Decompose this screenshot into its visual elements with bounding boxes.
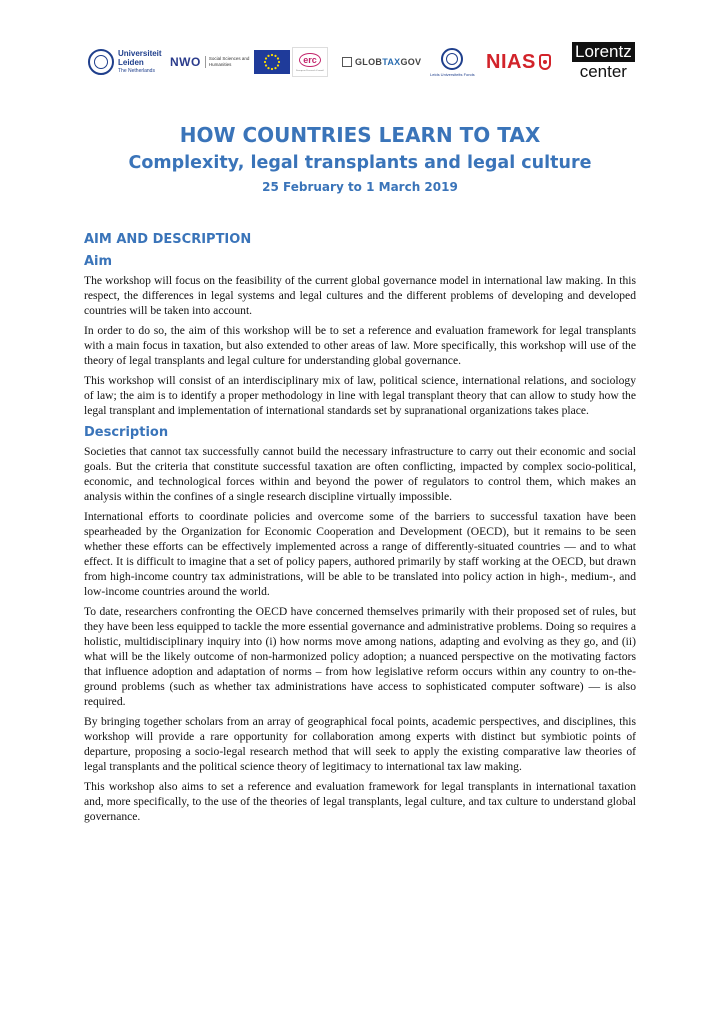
- description-paragraph-1: Societies that cannot tax successfully cannot build the necessary infrastructure to carry out their economic and social goals. But the criteria that constitute successful taxation are often conflicting, impacted by complex socio-political, economic, and technological forces within and beyond the power of regulators to control them, which makes an analysis within the confines of a single research discipline virtually impossible.: [84, 445, 636, 503]
- description-paragraph-5: This workshop also aims to set a reference and evaluation framework for legal transplants in international taxation and, more specifically, to the use of the theories of legal transplants, legal culture, and tax culture to understand global governance.: [84, 780, 636, 823]
- nias-logo: [486, 40, 551, 84]
- document-body: [84, 230, 636, 829]
- leiden-university-logo: [88, 40, 162, 84]
- eu-stars-icon: [254, 50, 290, 74]
- nwo-sub: Social Sciences and Humanities: [205, 56, 253, 68]
- page-subtitle: Complexity, legal transplants and legal culture: [128, 153, 592, 173]
- title-block: [0, 120, 720, 198]
- nwo-mark: NWO: [170, 55, 201, 69]
- nwo-logo: [170, 40, 253, 84]
- erc-logo: [292, 40, 328, 84]
- lorentz-top: Lorentz: [572, 42, 635, 62]
- erc-mark: erc: [299, 53, 321, 67]
- erc-sub: European Research Council: [296, 68, 324, 72]
- description-paragraph-2: International efforts to coordinate policies and overcome some of the barriers to successful taxation have been spearheaded by the Organization for Economic Cooperation and Development (OECD), but it remains to be seen whether these efforts can be effectively implemented across a range of differently-situated countries — and to what effect. It is difficult to imagine that a set of policy papers, authored primarily by staff working at the OECD, but drawn from high-income country tax administrations, will be able to be translated into policy action in high-, medium-, and low-income countries around the world.: [84, 510, 636, 598]
- leiden-line2: Leiden: [118, 57, 144, 67]
- aim-paragraph-1: The workshop will focus on the feasibility of the current global governance model in international law making. In this respect, the differences in legal systems and legal cultures and the different problems of developing and developed countries will be taken into account.: [84, 274, 636, 317]
- leiden-seal-icon: [88, 49, 114, 75]
- description-paragraph-3: To date, researchers confronting the OECD have concerned themselves primarily with their proposed set of rules, but they have been less equipped to tackle the more essential governance and administrative problems. Doing so requires a holistic, multidisciplinary inquiry into (i) how norms move among nations, adapting and evolving as they go, and (ii) what will be the likely outcome of non-harmonized policy adoption; a nuanced perspective on the motivating factors that influence adoption and adaptation of norms – from how legislative reform occurs within any country to on-the-ground problems (such as whether tax administrations have access to sophisticated computer software) — is also required.: [84, 605, 636, 708]
- section-heading: AIM AND DESCRIPTION: [84, 232, 252, 247]
- leiden-line1: Universiteit: [118, 48, 162, 58]
- luf-text: Leids Universiteits Fonds: [430, 71, 475, 77]
- nias-shield-icon: [539, 54, 551, 70]
- event-dates: 25 February to 1 March 2019: [262, 180, 458, 194]
- globtaxgov-icon: [342, 57, 352, 67]
- eu-flag-logo: [254, 40, 290, 84]
- aim-heading: Aim: [84, 254, 113, 269]
- eu-flag-icon: [254, 50, 290, 74]
- nias-text: NIAS: [486, 50, 536, 73]
- leiden-fund-logo: [430, 40, 475, 84]
- description-paragraph-4: By bringing together scholars from an array of geographical focal points, academic perspectives, and disciplines, this workshop will provide a rare opportunity for collaboration among experts with distinct but symbiotic points of departure, proposing a socio-legal research method that will seek to apply the existing comparative law theories of legal transplants and the political science theory of legitimacy to international tax law making.: [84, 715, 636, 773]
- logo-strip: [84, 40, 636, 84]
- lorentz-bottom: center: [579, 62, 627, 81]
- aim-paragraph-2: In order to do so, the aim of this workshop will be to set a reference and evaluation framework for legal transplants with a main focus in taxation, but also extended to other areas of law. More specifically, this workshop will use of the theory of legal transplants and legal culture for understanding global governance.: [84, 324, 636, 367]
- aim-paragraph-3: This workshop will consist of an interdisciplinary mix of law, political science, international relations, and sociology of law; the aim is to identify a proper methodology in line with legal transplant theory that can allow to study how the legal transplant and implementation of international standards set by supranational organizations takes place.: [84, 374, 636, 417]
- page-title: HOW COUNTRIES LEARN TO TAX: [179, 123, 541, 147]
- globtaxgov-text: GLOBTAXGOV: [355, 57, 422, 67]
- lorentz-center-logo: [572, 40, 635, 84]
- globtaxgov-logo: [342, 40, 421, 84]
- description-heading: Description: [84, 425, 169, 440]
- luf-seal-icon: [441, 48, 463, 70]
- leiden-line3: The Netherlands: [118, 67, 155, 74]
